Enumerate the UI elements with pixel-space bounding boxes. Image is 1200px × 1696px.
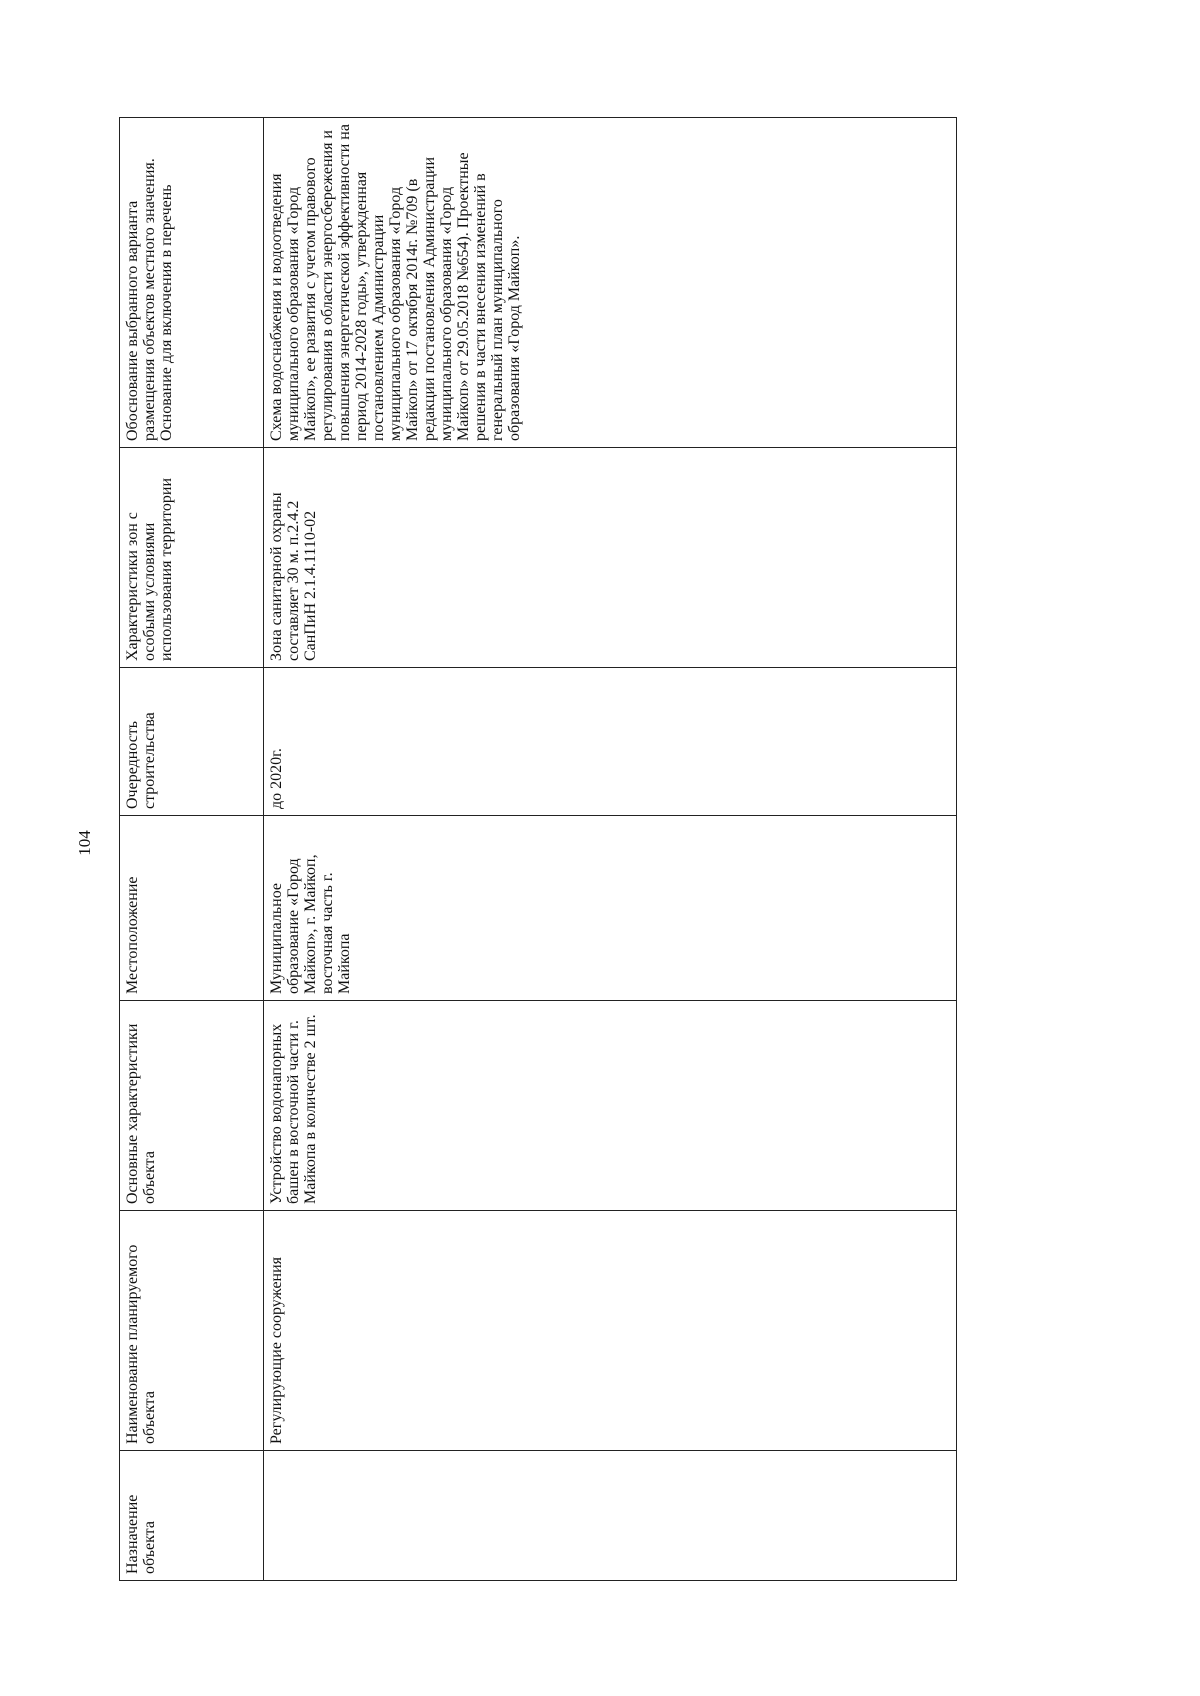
cell-object-name xyxy=(264,1211,957,1451)
cell-location xyxy=(264,816,957,1001)
header-main-characteristics: Основные характеристики объекта xyxy=(120,1001,264,1211)
page-number: 104 xyxy=(75,830,94,856)
header-purpose: Назначение объекта xyxy=(120,1451,264,1581)
header-construction-order: Очередность строительства xyxy=(120,668,264,816)
justification-text: Схема водоснабжения и водоотведения муниципального образования «Город Майкоп», ее развития с учетом правового регулирования в области энергосбережения и повышения энергетической эффективности на период 2014-2028 годы», утвержденная постановлением Администрации муниципального образования «Город Майкоп» от 17 октября 2014г. №709 (в редакции постановления Администрации муниципального образования «Город Майкоп» от 29.05.2018 №654). Проектные решения в части внесения изменений в генеральный план муниципального образования «Город Майкоп». xyxy=(268,124,523,441)
table-header-row xyxy=(120,118,264,1581)
rotated-table-container xyxy=(119,118,957,1581)
characteristics-text: Устройство водонапорных башен в восточной части г. Майкопа в количестве 2 шт. xyxy=(268,1014,319,1204)
location-text: Муниципальное образование «Город Майкоп», г. Майкоп, восточная часть г. Майкопа xyxy=(268,854,353,994)
cell-special-zones xyxy=(264,448,957,668)
header-location: Местоположение xyxy=(120,816,264,1001)
cell-construction-order xyxy=(264,668,957,816)
schedule-text: до 2020г. xyxy=(268,748,285,809)
header-justification: Обоснование выбранного варианта размещения объектов местного значения. Основание для включения в перечень xyxy=(120,118,264,448)
object-name-text: Регулирующие сооружения xyxy=(268,1256,285,1444)
zones-text: Зона санитарной охраны составляет 30 м. п.2.4.2 СанПиН 2.1.4.1110-02 xyxy=(268,492,319,661)
cell-purpose xyxy=(264,1451,957,1581)
cell-justification xyxy=(264,118,957,448)
header-object-name: Наименование планируемого объекта xyxy=(120,1211,264,1451)
header-special-zones: Характеристики зон с особыми условиями использования территории xyxy=(120,448,264,668)
table-row xyxy=(264,118,957,1581)
cell-main-characteristics xyxy=(264,1001,957,1211)
objects-table xyxy=(119,117,957,1581)
